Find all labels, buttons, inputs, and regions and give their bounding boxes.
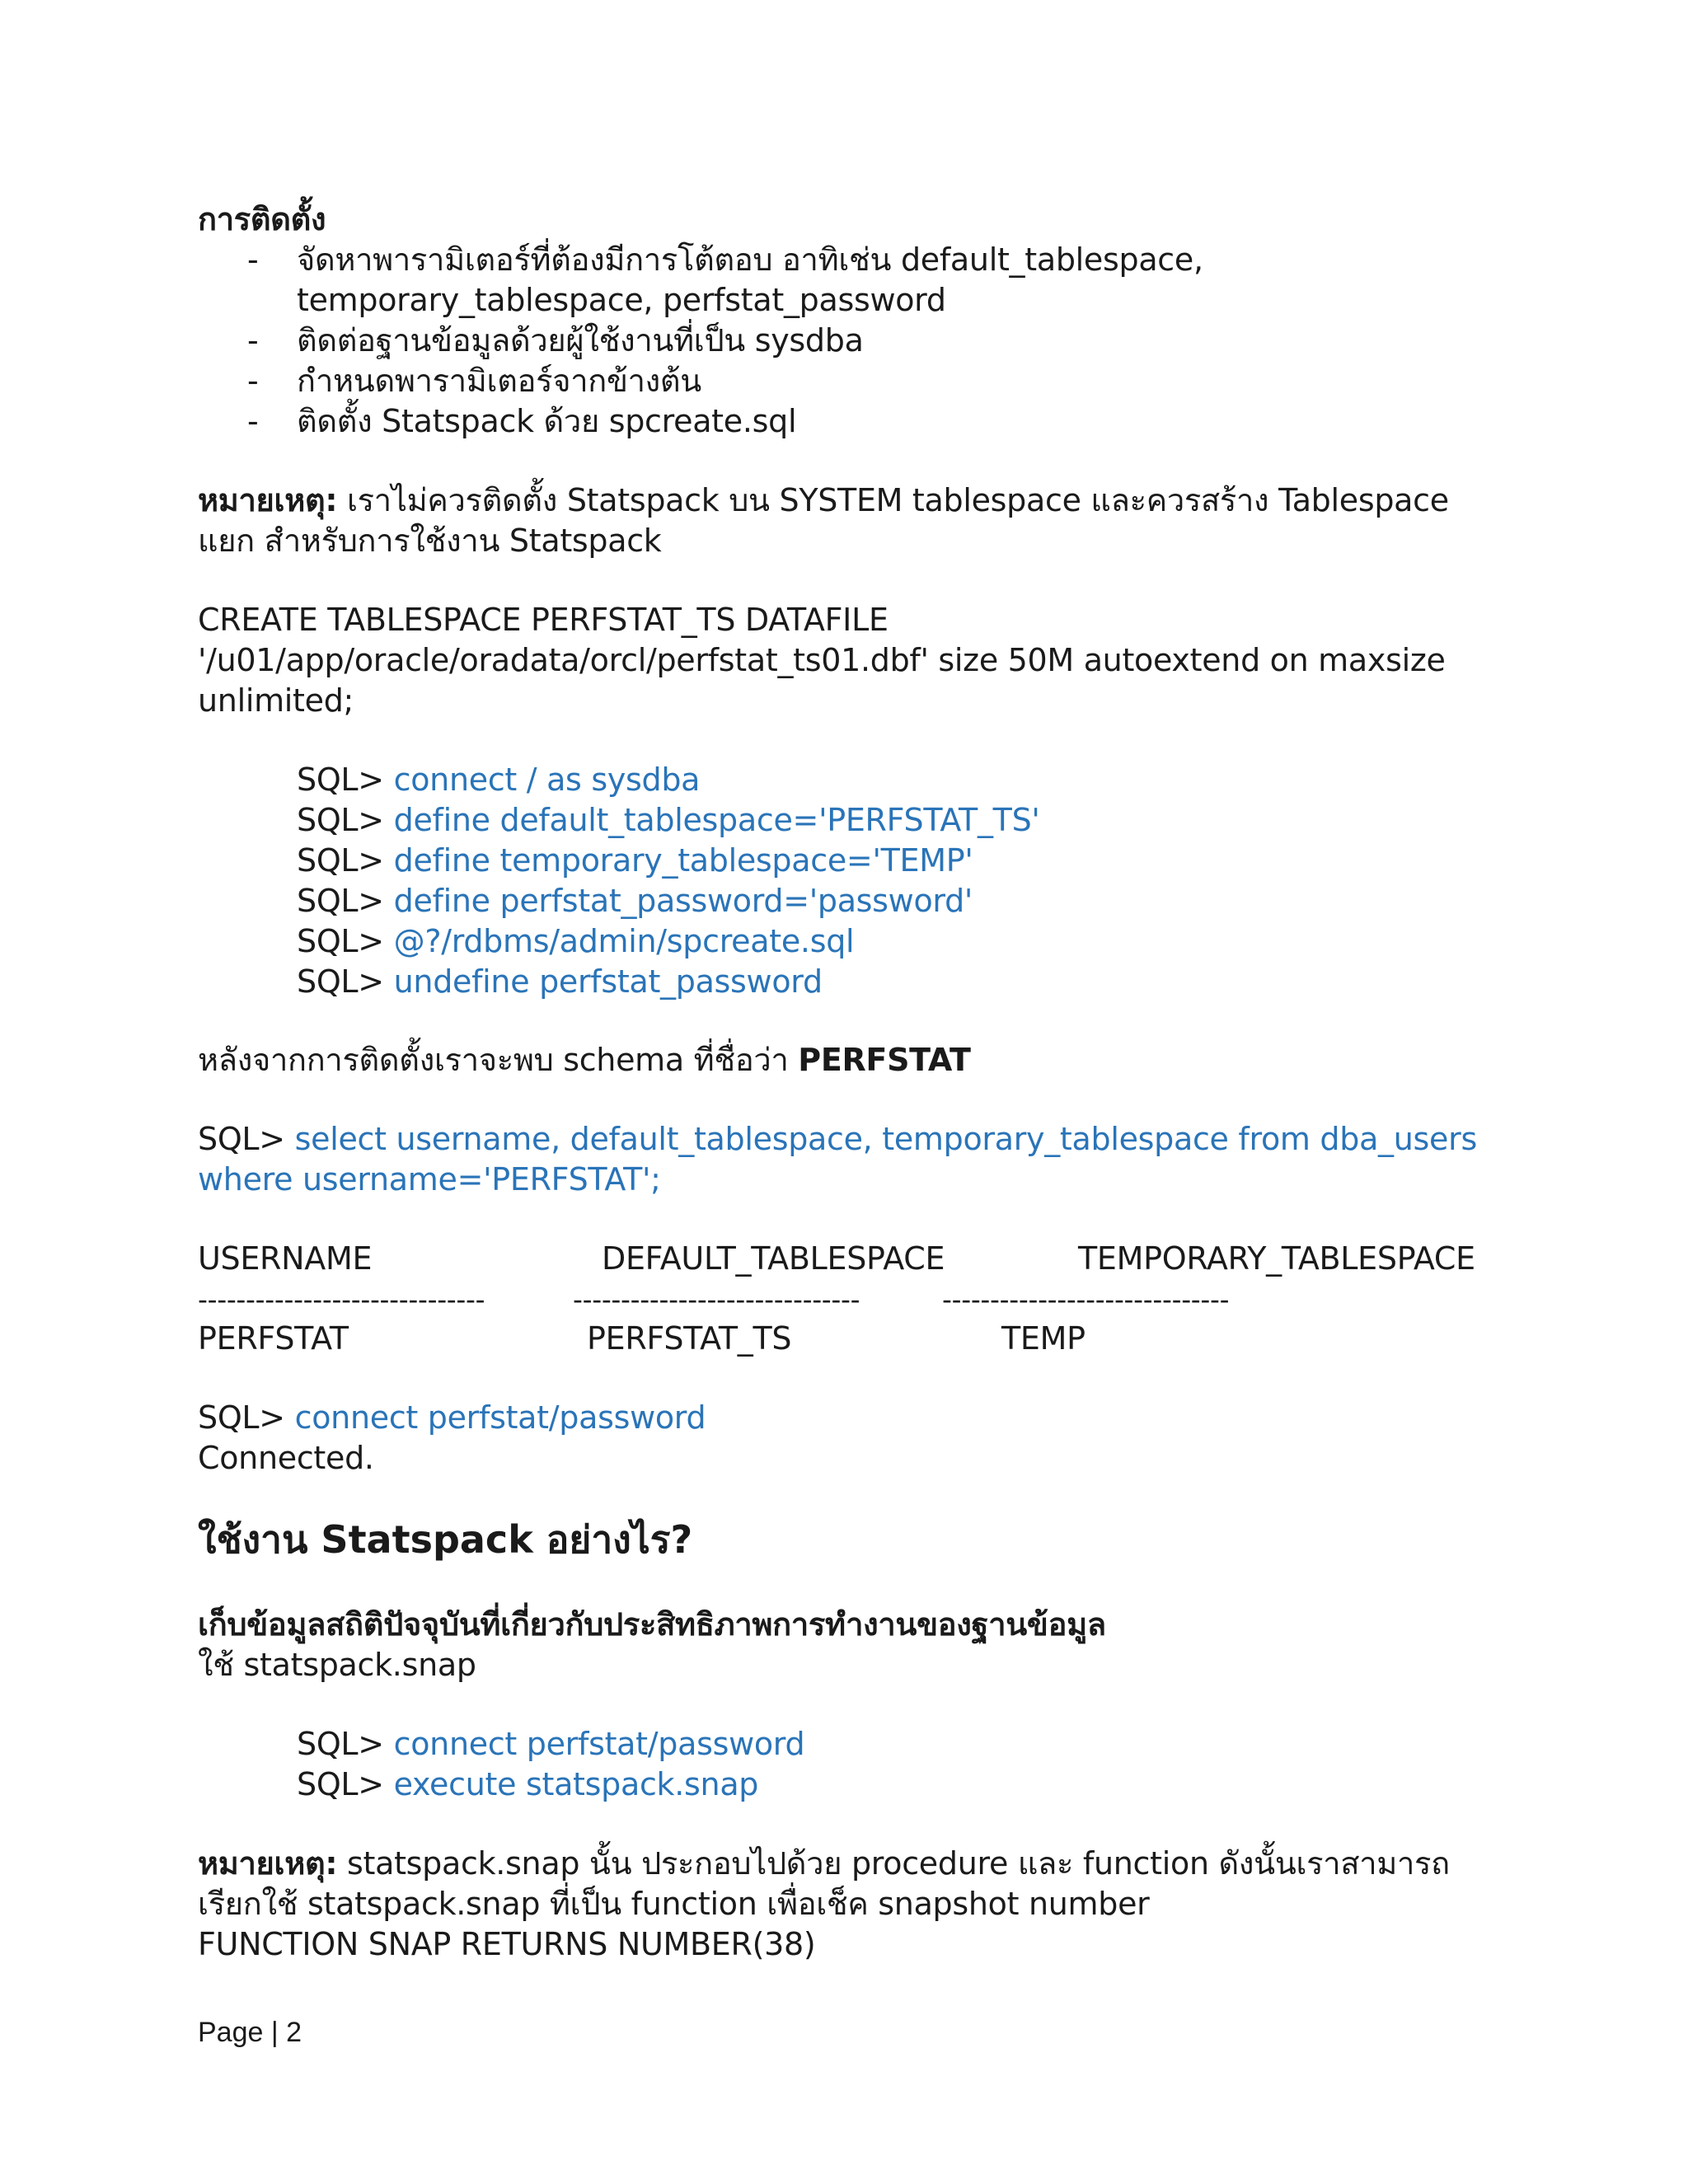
query-line-2: where username='PERFSTAT';	[198, 1161, 661, 1197]
sql-prompt: SQL>	[297, 762, 394, 798]
install-heading: การติดตั้ง	[198, 201, 326, 237]
column-header: USERNAME	[198, 1240, 373, 1277]
sql-prompt: SQL>	[198, 1399, 295, 1436]
sql-command-line	[297, 1765, 758, 1805]
column-separator: ------------------------------	[942, 1283, 1230, 1315]
bullet-1-line-2: temporary_tablespace, perfstat_password	[297, 282, 946, 318]
sql-command-line	[297, 962, 823, 1002]
usage-text: ใช้ statspack.snap	[198, 1647, 476, 1683]
table-cell: PERFSTAT_TS	[587, 1320, 792, 1357]
query-line-1	[198, 1119, 1477, 1160]
note-1-line-1	[198, 480, 1449, 521]
usage-subheading: เก็บข้อมูลสถิติปัจจุบันที่เกี่ยวกับประสิทธิภาพการทำงานของฐานข้อมูล	[198, 1606, 1106, 1643]
column-header: TEMPORARY_TABLESPACE	[1078, 1240, 1475, 1277]
sql-prompt: SQL>	[198, 1121, 295, 1157]
column-separator: ------------------------------	[198, 1283, 485, 1315]
sql-prompt: SQL>	[297, 1726, 394, 1762]
sql-prompt: SQL>	[297, 842, 394, 879]
sql-command: define temporary_tablespace='TEMP'	[393, 842, 973, 879]
sql-prompt: SQL>	[297, 883, 394, 919]
note-1-text: เราไม่ควรติดตั้ง Statspack บน SYSTEM tablespace และควรสร้าง Tablespace	[337, 482, 1449, 518]
bullet-2-line-1: ติดต่อฐานข้อมูลด้วยผู้ใช้งานที่เป็น sysdba	[297, 322, 864, 359]
sql-command-line	[297, 881, 973, 921]
create-ts-line-3: unlimited;	[198, 682, 354, 719]
bullet-3-line-1: กำหนดพารามิเตอร์จากข้างต้น	[297, 363, 701, 399]
note-2-line-2: เรียกใช้ statspack.snap ที่เป็น function เพื่อเช็ค snapshot number	[198, 1886, 1150, 1922]
schema-name: PERFSTAT	[798, 1042, 971, 1078]
sql-command-line	[297, 760, 700, 800]
sql-command: connect perfstat/password	[294, 1399, 706, 1436]
sql-prompt: SQL>	[297, 1766, 394, 1802]
bullet-dash: -	[247, 403, 259, 439]
bullet-dash: -	[247, 241, 259, 278]
sql-command: define default_tablespace='PERFSTAT_TS'	[393, 802, 1040, 838]
sql-command-line	[297, 800, 1040, 841]
sql-command-line	[297, 1724, 804, 1765]
sql-prompt: SQL>	[297, 802, 394, 838]
sql-prompt: SQL>	[297, 923, 394, 959]
sql-prompt: SQL>	[297, 963, 394, 1000]
column-separator: ------------------------------	[573, 1283, 860, 1315]
sql-command: execute statspack.snap	[393, 1766, 759, 1802]
note-2-label: หมายเหตุ:	[198, 1845, 338, 1882]
sql-command-line	[297, 841, 973, 881]
sql-command-line	[297, 921, 854, 962]
note-1-line-2: แยก สำหรับการใช้งาน Statspack	[198, 523, 662, 559]
query-text: select username, default_tablespace, temporary_tablespace from dba_users	[294, 1121, 1477, 1157]
after-install-line	[198, 1040, 971, 1080]
page-footer: Page | 2	[198, 2017, 302, 2048]
bullet-1-line-1: จัดหาพารามิเตอร์ที่ต้องมีการโต้ตอบ อาทิเช่น default_tablespace,	[297, 241, 1203, 278]
note-2-line-3: FUNCTION SNAP RETURNS NUMBER(38)	[198, 1926, 816, 1962]
table-cell: PERFSTAT	[198, 1320, 349, 1357]
bullet-4-line-1: ติดตั้ง Statspack ด้วย spcreate.sql	[297, 403, 797, 439]
note-2-text: statspack.snap นั้น ประกอบไปด้วย procedure และ function ดังนั้นเราสามารถ	[337, 1845, 1450, 1882]
sql-command: @?/rdbms/admin/spcreate.sql	[393, 923, 855, 959]
note-2-line-1	[198, 1844, 1450, 1884]
create-ts-line-2: '/u01/app/oracle/oradata/orcl/perfstat_ts01.dbf' size 50M autoextend on maxsize	[198, 642, 1446, 678]
sql-command: connect / as sysdba	[393, 762, 701, 798]
sql-command: connect perfstat/password	[393, 1726, 805, 1762]
connected-result: Connected.	[198, 1440, 374, 1476]
note-1-label: หมายเหตุ:	[198, 482, 338, 518]
create-ts-line-1: CREATE TABLESPACE PERFSTAT_TS DATAFILE	[198, 602, 889, 638]
sql-command: define perfstat_password='password'	[393, 883, 973, 919]
connect-perfstat-line	[198, 1398, 706, 1438]
bullet-dash: -	[247, 363, 259, 399]
column-header: DEFAULT_TABLESPACE	[602, 1240, 945, 1277]
after-install-text: หลังจากการติดตั้งเราจะพบ schema ที่ชื่อว่า	[198, 1042, 799, 1078]
bullet-dash: -	[247, 322, 259, 359]
table-cell: TEMP	[1001, 1320, 1085, 1357]
sql-command: undefine perfstat_password	[393, 963, 823, 1000]
usage-heading: ใช้งาน Statspack อย่างไร?	[198, 1517, 693, 1562]
